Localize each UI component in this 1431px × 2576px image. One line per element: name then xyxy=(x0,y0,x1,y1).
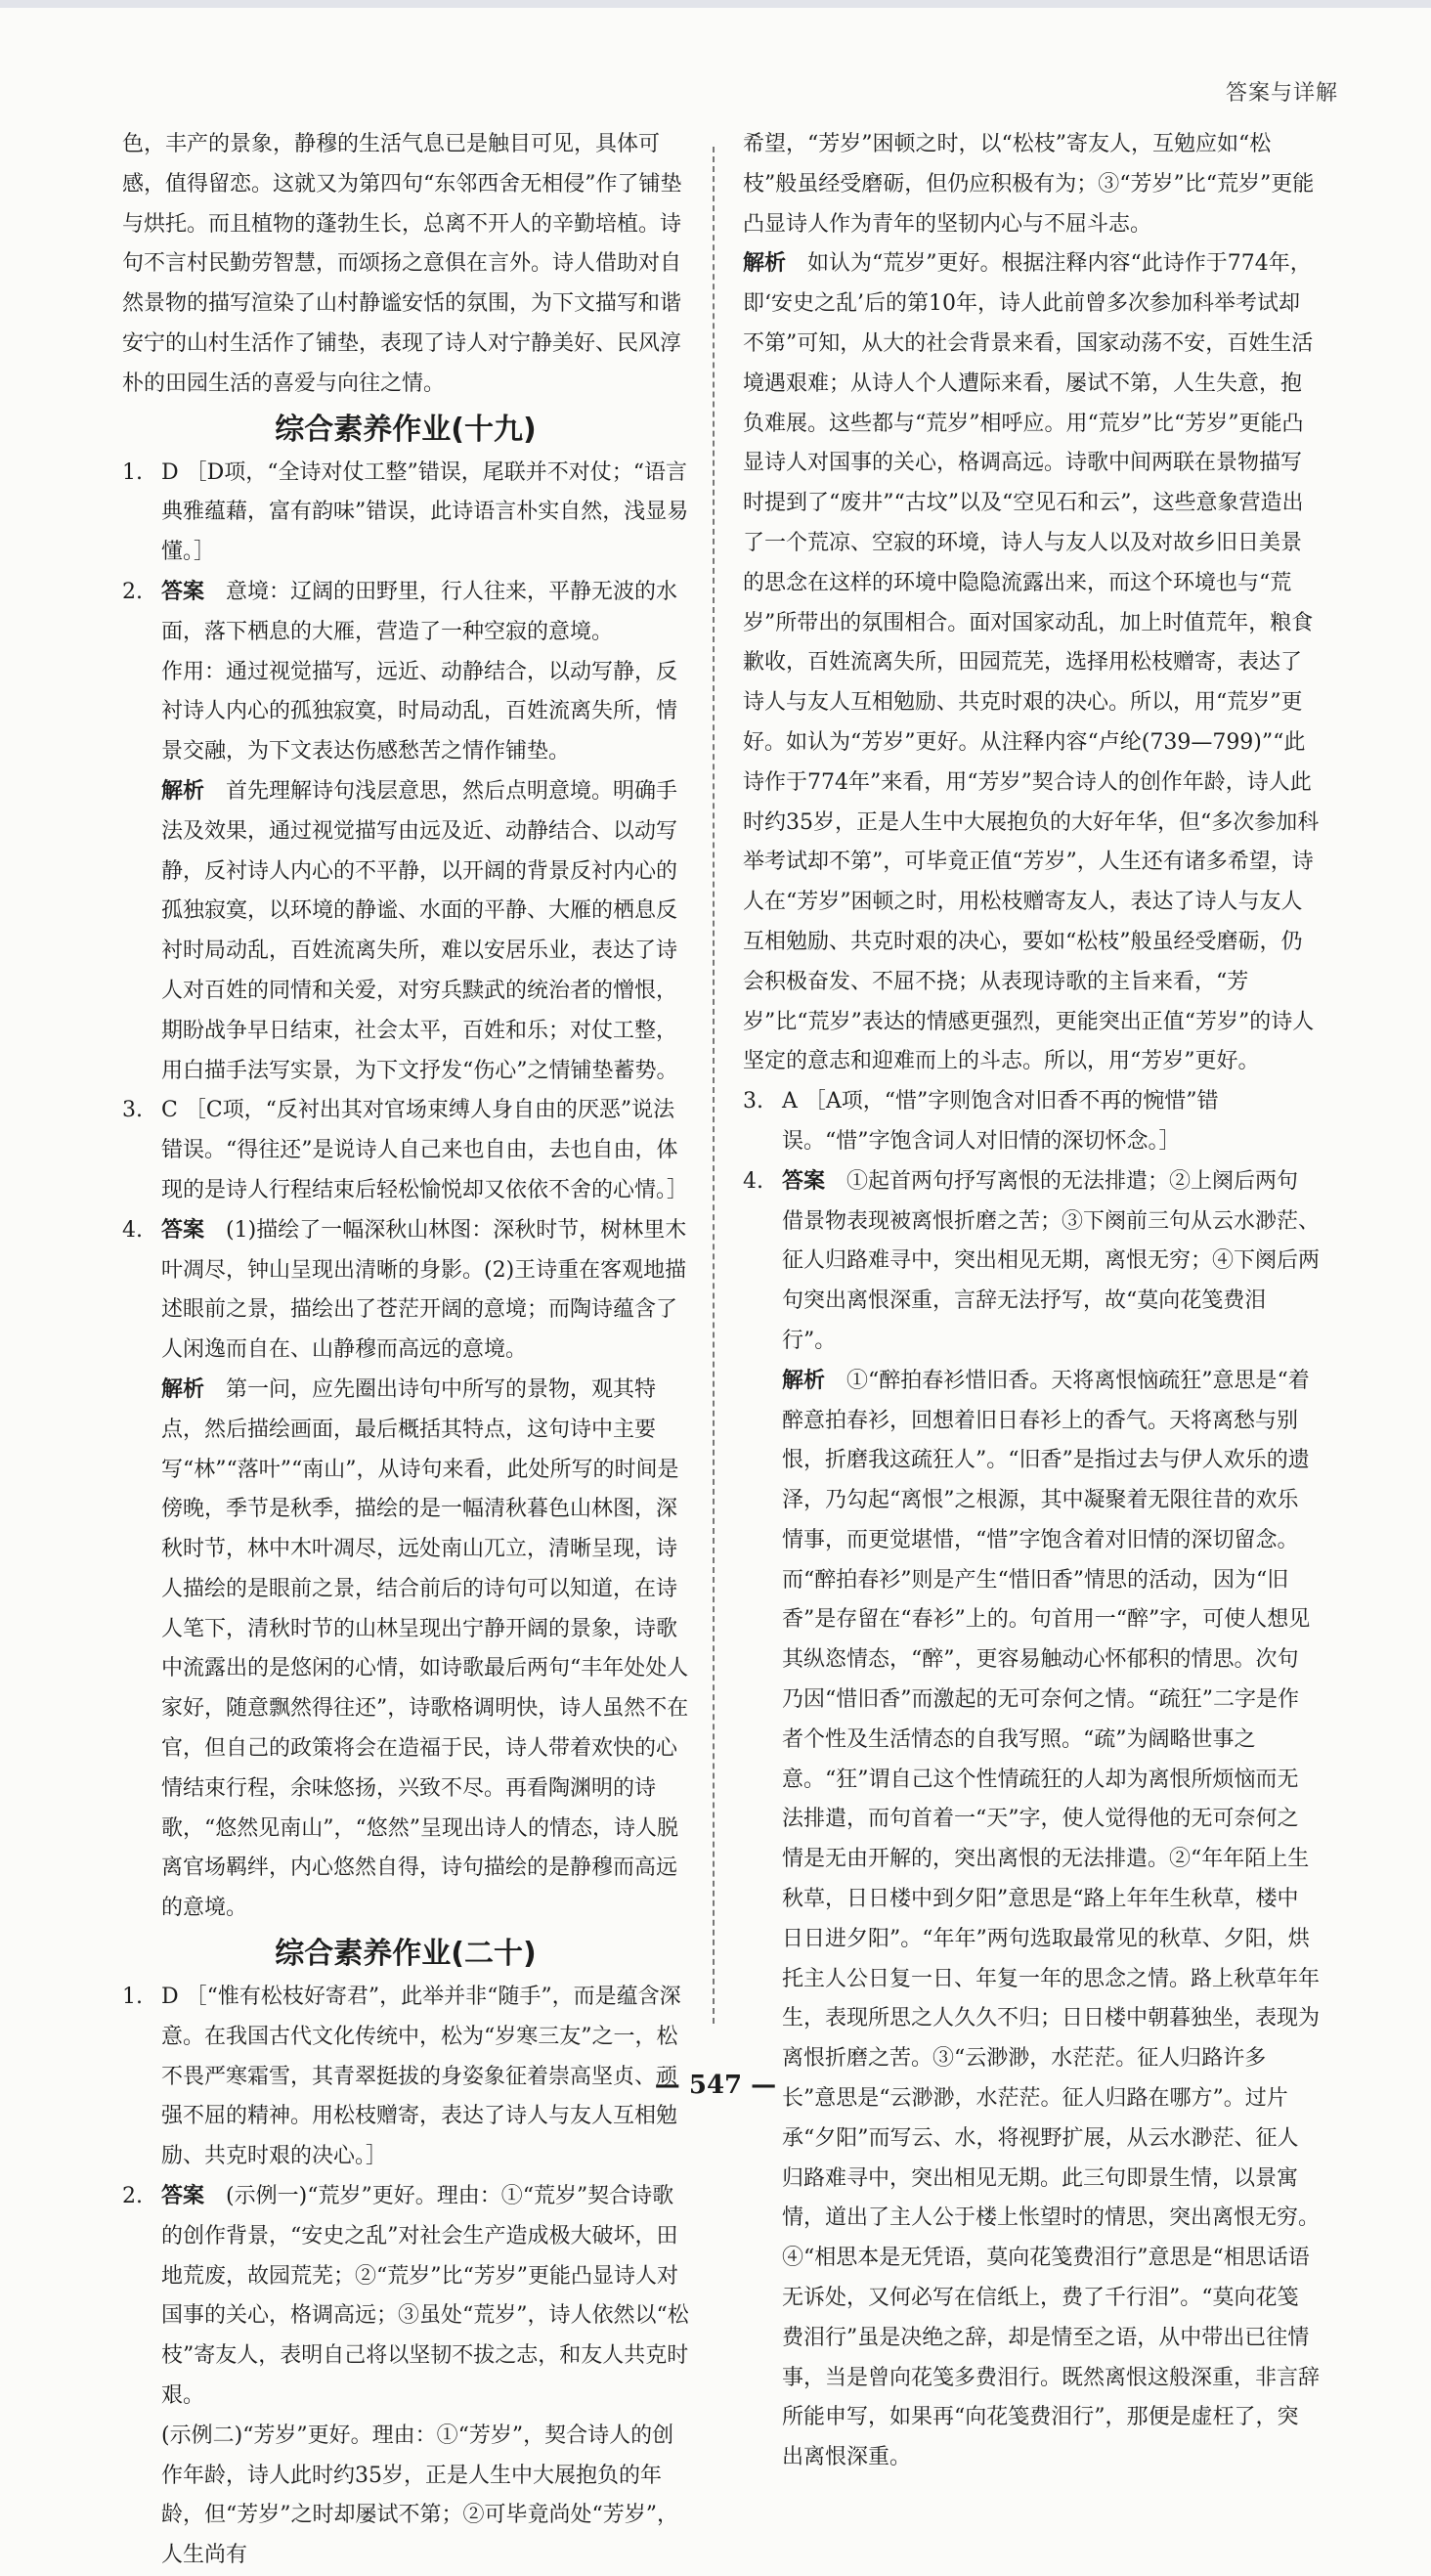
s20-question-4 xyxy=(743,1162,1320,2478)
answer-text-2: 作用：通过视觉描写，远近、动静结合，以动写静，反衬诗人内心的孤独寂寞，时局动乱，百姓流离失所，情景交融，为下文表达伤感愁苦之情作铺垫。 xyxy=(161,659,678,764)
question-number: 1. xyxy=(122,1985,143,2010)
question-text: C ［C项，“反衬出其对官场束缚人身自由的厌恶”说法错误。“得往还”是说诗人自己来也自由，去也自由，体现的是诗人行程结束后轻松愉悦却又依依不舍的心情。］ xyxy=(161,1098,689,1202)
question-number: 2. xyxy=(122,2184,143,2209)
question-number: 1. xyxy=(122,459,143,485)
explanation-text: ①“醉拍春衫惜旧香。天将离恨恼疏狂”意思是“着醉意拍春衫，回想着旧日春衫上的香气。天将离愁与别恨，折磨我这疏狂人”。“旧香”是指过去与伊人欢乐的遗泽，乃勾起“离恨”之根源，其中凝聚着无限往昔的欢乐情事，而更觉堪惜，“惜”字饱含着对旧情的深切留念。而“醉拍春衫”则是产生“惜旧香”情思的活动，因为“旧香”是存留在“春衫”上的。句首用一“醉”字，可使人想见其纵恣情态，“醉”，更容易触动心怀郁积的情思。次句乃因“惜旧香”而激起的无可奈何之情。“疏狂”二字是作者个性及生活情态的自我写照。“疏”为阔略世事之意。“狂”谓自己这个性情疏狂的人却为离恨所烦恼而无法排遣，而句首着一“天”字，使人觉得他的无可奈何之情是无由开解的，突出离恨的无法排遣。②“年年陌上生秋草，日日楼中到夕阳”意思是“路上年年生秋草，楼中日日进夕阳”。“年年”两句选取最常见的秋草、夕阳，烘托主人公日复一日、年复一年的思念之情。路上秋草年年生，表现所思之人久久不归；日日楼中朝暮独坐，表现为离恨折磨之苦。③“云渺渺，水茫茫。征人归路许多长”意思是“云渺渺，水茫茫。征人归路在哪方”。过片承“夕阳”而写云、水，将视野扩展，从云水渺茫、征人归路难寻中，突出相见无期。此三句即景生情，以景寓情，道出了主人公于楼上怅望时的情思，突出离恨无穷。④“相思本是无凭语，莫向花笺费泪行”意思是“相思话语无诉处，又何必写在信纸上，费了千行泪”。“莫向花笺费泪行”虽是决绝之辞，却是情至之语，从中带出已往情事，当是曾向花笺多费泪行。既然离恨这般深重，非言辞所能申写，如果再“向花笺费泪行”，那便是虚枉了，突出离恨深重。 xyxy=(782,1368,1321,2470)
question-number: 2. xyxy=(122,579,143,604)
explanation-label: 解析 xyxy=(782,1368,826,1393)
s19-question-1 xyxy=(122,454,689,573)
explanation-label: 解析 xyxy=(743,251,787,277)
s19-question-3 xyxy=(122,1091,689,1210)
answer-text: 意境：辽阔的田野里，行人往来，平静无波的水面，落下栖息的大雁，营造了一种空寂的意境。 xyxy=(161,579,678,644)
answer-text-2: (示例二)“芳岁”更好。理由：①“芳岁”，契合诗人的创作年龄，诗人此时约35岁，正是人生中大展抱负的年龄，但“芳岁”之时却屡试不第；②可毕竟尚处“芳岁”，人生尚有 xyxy=(161,2423,678,2568)
question-number: 4. xyxy=(122,1217,143,1243)
question-text: D ［D项，“全诗对仗工整”错误，尾联并不对仗；“语言典雅蕴藉，富有韵味”错误，此诗语言朴实自然，浅显易懂。］ xyxy=(161,459,689,565)
question-text: A ［A项，“惜”字则饱含对旧香不再的惋惜”错误。“惜”字饱含词人对旧情的深切怀念。］ xyxy=(782,1089,1219,1154)
question-number: 3. xyxy=(743,1089,763,1114)
explanation-label: 解析 xyxy=(161,1376,205,1402)
s19-question-4 xyxy=(122,1211,689,1929)
intro-paragraph: 色，丰产的景象，静穆的生活气息已是触目可见，具体可感，值得留恋。这就又为第四句“东邻西舍无相侵”作了铺垫与烘托。而且植物的蓬勃生长，总离不开人的辛勤培植。诗句不言村民勤劳智慧，而颂扬之意俱在言外。诗人借助对自然景物的描写渲染了山村静谧安恬的氛围，为下文描写和谐安宁的山村生活作了铺垫，表现了诗人对宁静美好、民风淳朴的田园生活的喜爱与向往之情。 xyxy=(122,132,682,396)
section-title-19: 综合素养作业(十九) xyxy=(275,412,537,447)
question-text: D ［“惟有松枝好寄君”，此举并非“随手”，而是蕴含深意。在我国古代文化传统中，松为“岁寒三友”之一，松不畏严寒霜雪，其青翠挺拔的身姿象征着崇高坚贞、顽强不屈的精神。用松枝赠寄，表达了诗人与友人互相勉励、共克时艰的决心。］ xyxy=(161,1985,681,2169)
answer-label: 答案 xyxy=(782,1168,826,1194)
top-scan-edge xyxy=(0,0,1431,8)
explanation-label: 解析 xyxy=(161,778,205,804)
question-number: 3. xyxy=(122,1098,143,1123)
answer-text: ①起首两句抒写离恨的无法排遣；②上阕后两句借景物表现被离恨折磨之苦；③下阕前三句从云水渺茫、征人归路难寻中，突出相见无期，离恨无穷；④下阕后两句突出离恨深重，言辞无法抒写，故“莫向花笺费泪行”。 xyxy=(782,1168,1321,1353)
s20-question-2 xyxy=(122,2177,689,2576)
s19-question-2 xyxy=(122,573,689,1091)
continued-answer: 希望，“芳岁”困顿之时，以“松枝”寄友人，互勉应如“松枝”般虽经受磨砺，但仍应积极有为；③“芳岁”比“荒岁”更能凸显诗人作为青年的坚韧内心与不屈斗志。 xyxy=(743,132,1315,237)
explanation-text: 第一问，应先圈出诗句中所写的景物，观其特点，然后描绘画面，最后概括其特点，这句诗中主要写“林”“落叶”“南山”，从诗句来看，此处所写的时间是傍晚，季节是秋季，描绘的是一幅清秋暮色山林图，深秋时节，林中木叶凋尽，远处南山兀立，清晰呈现，诗人描绘的是眼前之景，结合前后的诗句可以知道，在诗人笔下，清秋时节的山林呈现出宁静开阔的景象，诗歌中流露出的是悠闲的心情，如诗歌最后两句“丰年处处人家好，随意飘然得往还”，诗歌格调明快，诗人虽然不在官，但自己的政策将会在造福于民，诗人带着欢快的心情结束行程，余味悠扬，兴致不尽。再看陶渊明的诗歌，“悠然见南山”，“悠然”呈现出诗人的情态，诗人脱离官场羁绊，内心悠然自得，诗句描绘的是静穆而高远的意境。 xyxy=(161,1376,689,1921)
answer-text: (示例一)“荒岁”更好。理由：①“荒岁”契合诗歌的创作背景，“安史之乱”对社会生产造成极大破坏，田地荒废，故园荒芜；②“荒岁”比“芳岁”更能凸显诗人对国事的关心，格调高远；③虽处“荒岁”，诗人依然以“松枝”寄友人，表明自己将以坚韧不拔之志，和友人共克时艰。 xyxy=(161,2184,689,2409)
answer-text: (1)描绘了一幅深秋山林图：深秋时节，树林里木叶凋尽，钟山呈现出清晰的身影。(2)王诗重在客观地描述眼前之景，描绘出了苍茫开阔的意境；而陶诗蕴含了人闲逸而自在、山静穆而高远的意境。 xyxy=(161,1217,687,1363)
question-number: 4. xyxy=(743,1168,763,1194)
running-header: 答案与详解 xyxy=(1225,81,1338,106)
answer-label: 答案 xyxy=(161,2184,205,2209)
right-column xyxy=(743,125,1320,2478)
answer-label: 答案 xyxy=(161,1217,205,1243)
explanation-text: 首先理解诗句浅层意思，然后点明意境。明确手法及效果，通过视觉描写由远及近、动静结合、以动写静，反衬诗人内心的不平静，以开阔的背景反衬内心的孤独寂寞，以环境的静谧、水面的平静、大雁的栖息反衬时局动乱，百姓流离失所，难以安居乐业，表达了诗人对百姓的同情和关爱，对穷兵黩武的统治者的憎恨，期盼战争早日结束，社会太平，百姓和乐；对仗工整，用白描手法写实景，为下文抒发“伤心”之情铺垫蓄势。 xyxy=(161,778,678,1083)
explanation-text: 如认为“荒岁”更好。根据注释内容“此诗作于774年，即‘安史之乱’后的第10年，诗人此前曾多次参加科举考试却不第”可知，从大的社会背景来看，国家动荡不安，百姓生活境遇艰难；从诗人个人遭际来看，屡试不第，人生失意，抱负难展。这些都与“荒岁”相呼应。用“荒岁”比“芳岁”更能凸显诗人对国事的关心，格调高远。诗歌中间两联在景物描写时提到了“废井”“古坟”以及“空见石和云”，这些意象营造出了一个荒凉、空寂的环境，诗人与友人以及对故乡旧日美景的思念在这样的环境中隐隐流露出来，而这个环境也与“荒岁”所带出的氛围相合。面对国家动乱，加上时值荒年，粮食歉收，百姓流离失所，田园荒芜，选择用松枝赠寄，表达了诗人与友人互相勉励、共克时艰的决心。所以，用“荒岁”更好。如认为“芳岁”更好。从注释内容“卢纶(739—799)”“此诗作于774年”来看，用“芳岁”契合诗人的创作年龄，诗人此时约35岁，正是人生中大展抱负的大好年华，但“多次参加科举考试却不第”，可毕竟正值“芳岁”，人生还有诸多希望，诗人在“芳岁”困顿之时，用松枝赠寄友人，表达了诗人与友人互相勉励、共克时艰的决心，要如“松枝”般虽经受磨砺，仍会积极奋发、不屈不挠；从表现诗歌的主旨来看，“芳岁”比“荒岁”表达的情感更强烈，更能突出正值“芳岁”的诗人坚定的意志和迎难而上的斗志。所以，用“芳岁”更好。 xyxy=(743,251,1320,1074)
column-divider xyxy=(713,147,715,2024)
answer-label: 答案 xyxy=(161,579,205,604)
left-column xyxy=(122,125,689,2576)
section-title-20: 综合素养作业(二十) xyxy=(275,1937,537,1972)
page-number: — 547 — xyxy=(654,2071,777,2100)
s20-question-3 xyxy=(743,1082,1320,1162)
